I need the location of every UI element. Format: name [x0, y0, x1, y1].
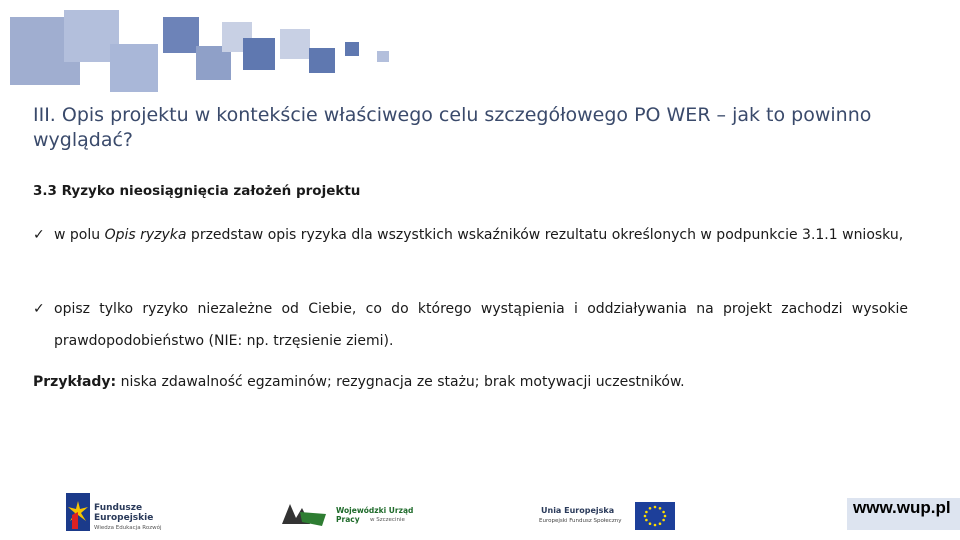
deco-square	[163, 17, 199, 53]
examples-label: Przykłady:	[33, 374, 117, 390]
bullet-text: w polu Opis ryzyka przedstaw opis ryzyka dla wszystkich wskaźników rezultatu określonych w podpunkcie 3.1.1 wniosku,	[54, 227, 904, 243]
deco-square	[110, 44, 158, 92]
deco-square	[377, 51, 389, 62]
wup-city: w Szczecinie	[370, 517, 405, 523]
eu-subtitle: Europejski Fundusz Społeczny	[539, 518, 622, 524]
eu-flag-icon	[635, 502, 675, 530]
list-item	[33, 219, 908, 251]
list-item	[33, 293, 908, 357]
section-heading: 3.3 Ryzyko nieosiągnięcia założeń projektu	[33, 183, 361, 199]
bullet-text: opisz tylko ryzyko niezależne od Ciebie, co do którego wystąpienia i oddziaływania na projekt zachodzi wysokie prawdopodobieństwo (NIE: np. trzęsienie ziemi).	[54, 301, 908, 349]
page-title: III. Opis projektu w kontekście właściwego celu szczegółowego PO WER – jak to powinno wyglądać?	[33, 104, 872, 151]
fundusze-europejskie-logo	[62, 491, 182, 533]
fe-subtitle: Wiedza Edukacja Rozwój	[94, 525, 162, 531]
website-url[interactable]: www.wup.pl	[847, 498, 960, 530]
eu-name: Unia Europejska	[541, 506, 615, 515]
wup-icon	[280, 500, 330, 530]
checkmark-icon: ✓	[33, 227, 45, 243]
checkmark-icon: ✓	[33, 301, 45, 317]
fe-line2: Europejskie	[94, 513, 154, 523]
deco-square	[309, 48, 335, 73]
fe-line1: Fundusze	[94, 503, 143, 513]
wup-name: Wojewódzki Urząd Pracy	[336, 506, 414, 524]
deco-square	[243, 38, 275, 70]
eu-logo	[535, 500, 680, 532]
deco-square	[345, 42, 359, 56]
wup-logo	[280, 500, 430, 530]
examples-line	[33, 374, 913, 390]
fe-star-icon	[66, 493, 90, 531]
examples-text: niska zdawalność egzaminów; rezygnacja ze stażu; brak motywacji uczestników.	[116, 374, 685, 390]
deco-square	[280, 29, 310, 59]
